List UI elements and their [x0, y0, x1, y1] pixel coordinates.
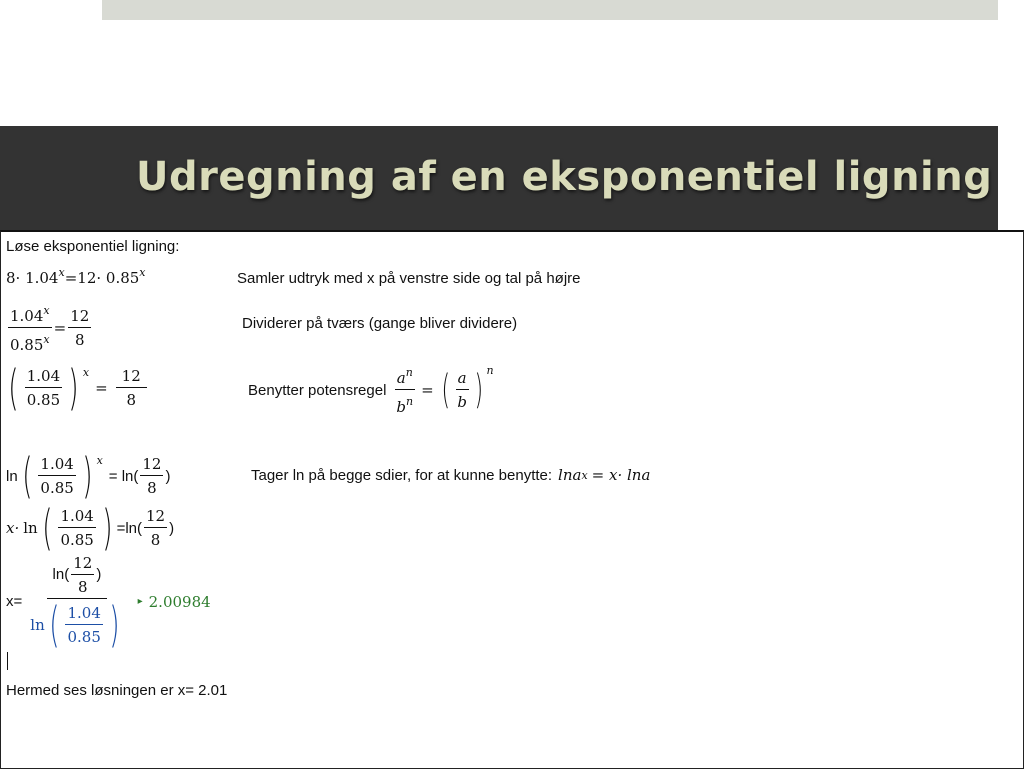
eq2-den: 0.85: [10, 336, 44, 354]
eq1-lhs: 8· 1.04: [6, 269, 59, 287]
eq2-den-exp: x: [43, 333, 50, 346]
eq5-rhs-fraction: [144, 507, 167, 549]
text-cursor[interactable]: [7, 652, 8, 670]
eq5-num: 1.04: [58, 507, 95, 528]
eq6-bot-den: 0.85: [67, 628, 101, 646]
power-rule-a: a: [396, 369, 406, 387]
eq6-result: 2.00984: [148, 592, 211, 611]
conclusion: Hermed ses løsningen er x= 2.01: [6, 682, 228, 699]
eq6-lhs: x=: [6, 593, 23, 610]
eq6-top-close: ): [96, 566, 102, 583]
eq4-rhs-num: 12: [140, 455, 163, 476]
equation-2: [6, 302, 93, 354]
eq3-fraction: [25, 367, 62, 409]
note-3: [248, 364, 494, 416]
eq3-rhs-den: 8: [126, 391, 136, 409]
eq6-top: [47, 554, 108, 599]
power-rule-b2: b: [457, 393, 467, 411]
eq6-open-paren: (: [48, 597, 60, 653]
eq5-fraction: [58, 507, 95, 549]
slide-title: Udregning af en eksponentiel ligning: [136, 154, 993, 200]
eq6-top-den: 8: [77, 578, 88, 596]
eq4-ln: ln: [6, 467, 18, 485]
eq4-fraction: [38, 455, 75, 497]
worksheet-heading: Løse eksponentiel ligning:: [6, 238, 180, 255]
eq4-close: ): [165, 467, 171, 485]
top-decor-band: [102, 0, 998, 20]
eq3-rhs-num: 12: [116, 367, 147, 388]
note-1: Samler udtryk med x på venstre side og tal på højre: [237, 270, 581, 287]
equation-6: [6, 554, 211, 653]
power-rule: [392, 364, 493, 416]
equation-4: [6, 448, 171, 504]
log-rule-lhs: lna: [558, 466, 582, 484]
eq4-rhs-den: 8: [147, 479, 157, 497]
power-rule-close-paren: ): [474, 367, 484, 413]
power-rule-open-paren: (: [441, 367, 450, 413]
eq2-num-exp: x: [43, 304, 50, 317]
eq5-den: 0.85: [60, 531, 94, 549]
note-4: [251, 466, 650, 484]
eq4-exp: x: [96, 454, 103, 467]
equation-3: [4, 360, 149, 416]
note-3-text: Benytter potensregel: [248, 381, 387, 399]
eq2-rhs-num: 12: [68, 307, 91, 328]
eq3-exp: x: [82, 366, 90, 379]
eq4-open-paren: (: [21, 448, 33, 504]
eq2-equals: =: [53, 319, 67, 337]
worksheet-panel: [0, 230, 1024, 769]
eq1-lhs-exp: x: [58, 266, 65, 279]
equation-1: [6, 266, 146, 287]
eq3-open-paren: (: [8, 360, 19, 416]
eq4-rhs-ln: = ln(: [108, 467, 139, 485]
eq6-top-ln: ln(: [52, 566, 70, 583]
eq2-rhs-fraction: [68, 307, 91, 349]
eq5-close-paren: ): [102, 500, 113, 556]
eq3-close-paren: ): [68, 360, 79, 416]
eq2-fraction: [8, 302, 52, 354]
eq6-close-paren: ): [109, 597, 120, 653]
eq6-big-fraction: [28, 554, 125, 653]
eq1-rhs-exp: x: [139, 266, 146, 279]
eq4-close-paren: ): [82, 448, 93, 504]
power-rule-n: n: [486, 364, 494, 377]
log-rule-rhs: = x· lna: [591, 466, 651, 484]
note-2: Dividerer på tværs (gange bliver dividere): [242, 315, 518, 332]
power-rule-equals: =: [421, 381, 434, 399]
eq5-rhs-num: 12: [144, 507, 167, 528]
eq4-rhs-fraction: [140, 455, 163, 497]
eq5-rhs-ln: =ln(: [116, 519, 143, 537]
result-arrow-icon: ▸: [137, 596, 143, 607]
eq1-rhs: =12· 0.85: [64, 269, 140, 287]
note-4-text: Tager ln på begge sdier, for at kunne benytte:: [251, 466, 553, 484]
eq5-ln: ln: [23, 519, 38, 537]
eq6-bot-ln: ln: [30, 616, 45, 634]
power-rule-n-top: n: [405, 366, 413, 379]
eq2-num: 1.04: [10, 307, 44, 325]
power-rule-b: b: [396, 398, 407, 416]
eq5-close: ): [169, 519, 175, 537]
power-rule-a2: a: [456, 369, 469, 390]
eq6-bot-num: 1.04: [65, 604, 102, 625]
eq3-num: 1.04: [25, 367, 62, 388]
log-rule-exp: x: [581, 468, 588, 482]
equation-5: [6, 500, 175, 556]
eq5-x: x·: [6, 519, 20, 537]
eq3-equals: =: [95, 379, 108, 397]
eq2-rhs-den: 8: [74, 331, 85, 349]
eq3-rhs-fraction: [116, 367, 147, 409]
eq3-den: 0.85: [26, 391, 61, 409]
eq5-open-paren: (: [41, 500, 53, 556]
eq6-bottom: [28, 597, 125, 653]
eq4-num: 1.04: [38, 455, 75, 476]
eq4-den: 0.85: [40, 479, 74, 497]
eq5-rhs-den: 8: [150, 531, 161, 549]
eq6-top-num: 12: [71, 554, 94, 575]
power-rule-n-bottom: n: [406, 395, 414, 408]
